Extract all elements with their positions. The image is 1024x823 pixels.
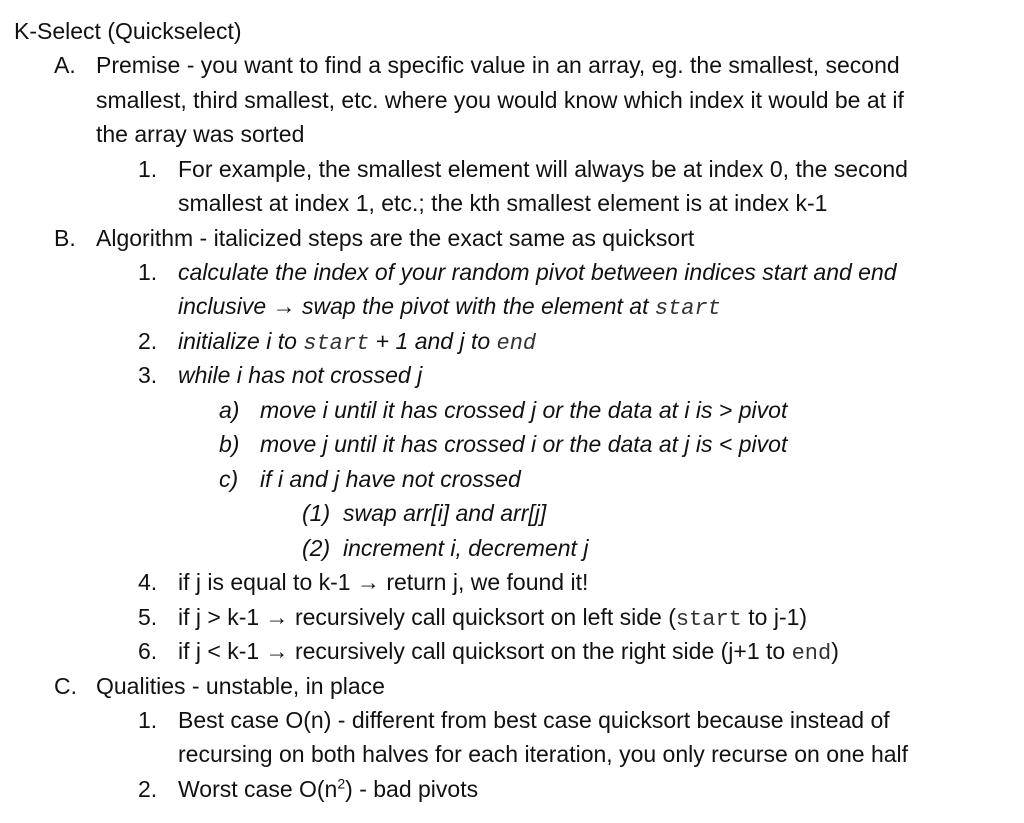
step-4-marker: 4. (138, 569, 158, 595)
step-4-line: if j is equal to k-1 → return j, we found it! (178, 569, 589, 595)
page-title: K-Select (Quickselect) (14, 18, 242, 44)
step-3c2-marker: (2) (302, 535, 331, 561)
step-3b-line: move j until it has crossed i or the data at j is < pivot (260, 431, 788, 457)
section-a-marker: A. (54, 52, 76, 78)
step-1-line-2 (178, 289, 721, 323)
step-3-marker: 3. (138, 362, 158, 388)
step-3a-marker: a) (219, 397, 240, 423)
step-2-text-a: initialize i to (178, 328, 304, 354)
step-5-line (178, 600, 807, 634)
step-3b-marker: b) (219, 431, 240, 457)
step-6-text-a: if j < k-1 → recursively call quicksort on the right side (j+1 to (178, 638, 792, 664)
worst-case-marker: 2. (138, 776, 158, 802)
step-1-start-code: start (654, 296, 721, 321)
step-3a-line: move i until it has crossed j or the data at i is > pivot (260, 397, 788, 423)
step-6-end-code: end (791, 641, 832, 666)
section-c-marker: C. (54, 673, 77, 699)
algorithm-heading: Algorithm - italicized steps are the exact same as quicksort (96, 225, 695, 251)
worst-case-line (178, 772, 478, 806)
step-3-line: while i has not crossed j (178, 362, 423, 388)
step-5-marker: 5. (138, 604, 158, 630)
worst-case-exponent: 2 (337, 775, 346, 792)
step-2-text-b: + 1 and j to (369, 328, 497, 354)
premise-line-2: smallest, third smallest, etc. where you would know which index it would be at if (96, 87, 904, 113)
best-case-line-2: recursing on both halves for each iteration, you only recurse on one half (178, 741, 909, 767)
best-case-marker: 1. (138, 707, 158, 733)
best-case-line-1: Best case O(n) - different from best case quicksort because instead of (178, 707, 890, 733)
step-2-end-code: end (496, 331, 537, 356)
step-6-line (178, 634, 839, 668)
qualities-heading: Qualities - unstable, in place (96, 673, 385, 699)
step-3c2-line: increment i, decrement j (343, 535, 589, 561)
section-b-marker: B. (54, 225, 76, 251)
step-3c1-line: swap arr[i] and arr[j] (343, 500, 547, 526)
step-3c-line: if i and j have not crossed (260, 466, 521, 492)
premise-line-3: the array was sorted (96, 121, 305, 147)
step-2-start-code: start (303, 331, 370, 356)
step-6-marker: 6. (138, 638, 158, 664)
example-line-1: For example, the smallest element will always be at index 0, the second (178, 156, 908, 182)
step-5-text-a: if j > k-1 → recursively call quicksort on left side ( (178, 604, 676, 630)
step-3c1-marker: (1) (302, 500, 331, 526)
step-2-marker: 2. (138, 328, 158, 354)
step-6-text-b: ) (831, 638, 839, 664)
example-marker: 1. (138, 156, 158, 182)
premise-line-1: Premise - you want to find a specific value in an array, eg. the smallest, second (96, 52, 900, 78)
step-2-line (178, 324, 536, 358)
worst-case-text-a: Worst case O(n (178, 776, 338, 802)
step-1-marker: 1. (138, 259, 158, 285)
step-1-line-2-text: inclusive → swap the pivot with the element at (178, 293, 655, 319)
step-1-line-1: calculate the index of your random pivot between indices start and end (178, 259, 897, 285)
step-3c-marker: c) (219, 466, 239, 492)
step-5-text-b: to j-1) (741, 604, 808, 630)
example-line-2: smallest at index 1, etc.; the kth smallest element is at index k-1 (178, 190, 828, 216)
step-5-start-code: start (675, 607, 742, 632)
worst-case-text-b: ) - bad pivots (345, 776, 479, 802)
